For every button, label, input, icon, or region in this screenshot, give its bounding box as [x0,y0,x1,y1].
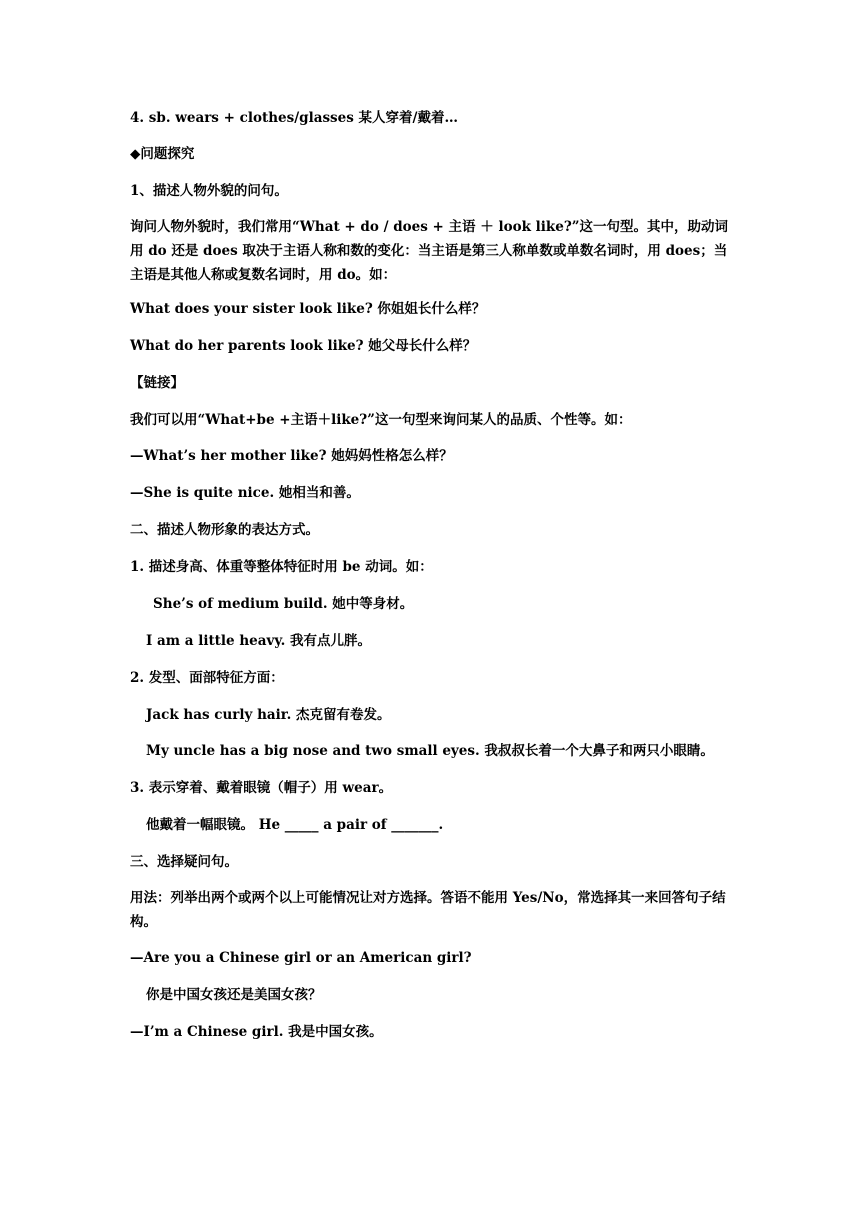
example-choice-question: —Are you a Chinese girl or an American girl? [130,950,472,966]
point-1-be-verb: 1. 描述身高、体重等整体特征时用 be 动词。如： [130,559,433,575]
section-question-inquiry: ◆问题探究 [130,146,195,162]
point-4-wear-usage: 4. sb. wears + clothes/glasses 某人穿着/戴着… [130,110,458,126]
link-heading: 【链接】 [130,375,184,391]
link-explanation: 我们可以用“What+be +主语＋like?”这一句型来询问某人的品质、个性等。如： [130,412,632,428]
example-choice-answer: —I’m a Chinese girl. 我是中国女孩。 [130,1024,383,1040]
example-heavy: I am a little heavy. 我有点儿胖。 [146,633,372,649]
example-uncle: My uncle has a big nose and two small eyes. 我叔叔长着一个大鼻子和两只小眼睛。 [146,743,714,759]
exercise-glasses: 他戴着一幅眼镜。 He _____ a pair of _______. [146,817,444,833]
example-choice-translation: 你是中国女孩还是美国女孩？ [146,987,322,1003]
example-curly-hair: Jack has curly hair. 杰克留有卷发。 [146,707,391,723]
heading-appearance-question: 1、描述人物外貌的问句。 [130,183,288,199]
point-2-hair-face: 2. 发型、面部特征方面： [130,670,284,686]
usage-explanation: 用法：列举出两个或两个以上可能情况让对方选择。答语不能用 Yes/No，常选择其一来回答句子结构。 [130,890,726,930]
example-sister: What does your sister look like? 你姐姐长什么样？ [130,301,486,317]
paragraph-appearance-explanation: 询问人物外貌时，我们常用“What + do / does + 主语 ＋ look like?”这一句型。其中，助动词用 do 还是 does 取决于主语人称和数的变化：当主语是第三人称单数或单数名词时，用 does；当主语是其他人称或复数名词时，用 do。如： [130,219,729,283]
example-parents: What do her parents look like? 她父母长什么样？ [130,338,477,354]
section-3-heading: 三、选择疑问句。 [130,854,238,870]
section-2-heading: 二、描述人物形象的表达方式。 [130,522,319,538]
example-mother-answer: —She is quite nice. 她相当和善。 [130,485,360,501]
example-mother-question: —What’s her mother like? 她妈妈性格怎么样？ [130,448,453,464]
example-medium-build: She’s of medium build. 她中等身材。 [153,596,414,612]
point-3-wear: 3. 表示穿着、戴着眼镜（帽子）用 wear。 [130,780,393,796]
